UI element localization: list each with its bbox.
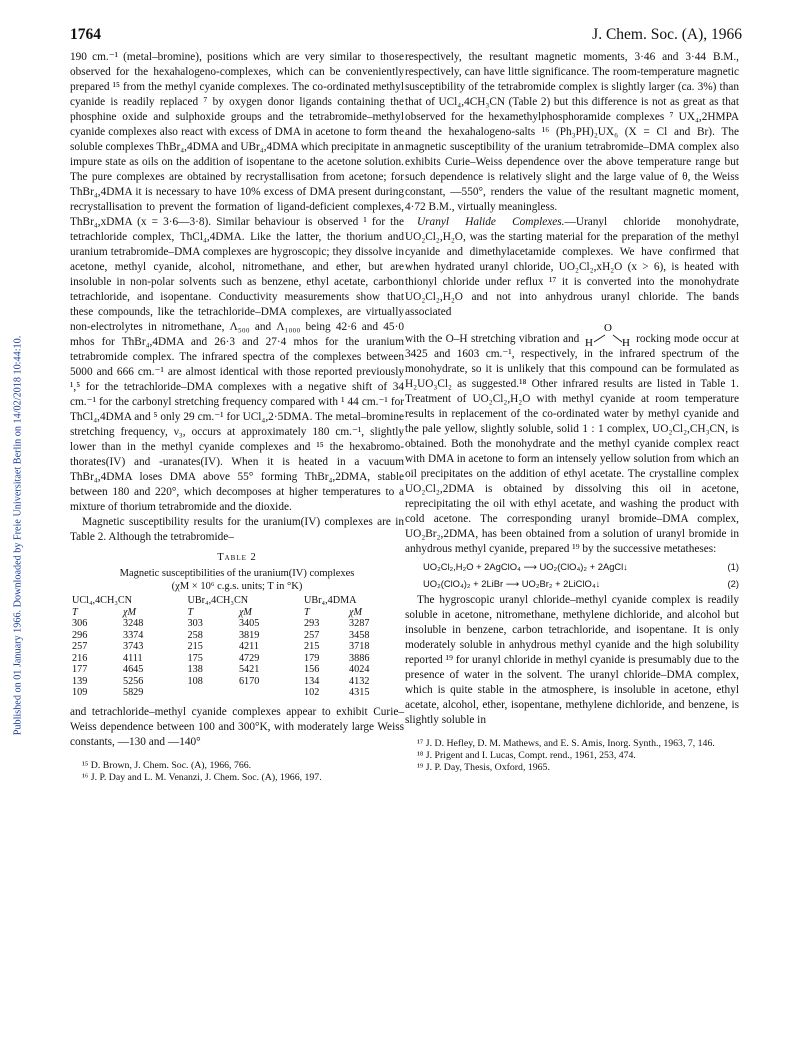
- equation-1: UO₂Cl₂,H₂O + 2AgClO₄ ⟶ UO₂(ClO₄)₂ + 2AgCl↓ (1): [423, 561, 739, 573]
- table-cell: 4645: [122, 664, 144, 675]
- right-paragraph-1: respectively, the resultant magnetic moments, 3·46 and 3·44 B.M., respectively, can have little significance. The room-temperature magnetic susceptibility of the tetrabromide complex is slightly larger (ca. 3%) than that of UCl₄,4CH₃CN (Table 2) but this difference is not as great as that observed for the hexamethylphosphoramide complexes ⁷ UX₄,2HMPA and the hexahalogeno-salts ¹⁶ (Ph₃PH)₂UX₆ (X = Cl and Br). The magnetic susceptibility of the uranium tetrabromide–DMA complex also exhibits Curie–Weiss dependence over the above temperature range but such dependence is relatively slight and the large value of θ, the Weiss constant, —550°, renders the value of the resultant magnetic moment, 4·72 B.M., virtually meaningless.: [405, 51, 739, 213]
- table-cell: 4024: [349, 664, 370, 675]
- table-row: [70, 618, 404, 630]
- figure-atom-h: H: [584, 337, 593, 349]
- left-column: [70, 50, 404, 784]
- journal-header: J. Chem. Soc. (A), 1966: [592, 26, 742, 43]
- table-cell: 303: [187, 618, 203, 629]
- table-units: (χM × 10⁶ c.g.s. units; T in °K): [171, 581, 303, 592]
- right-paragraph-4: The hygroscopic uranyl chloride–methyl cyanide complex is readily soluble in acetone, nitromethane, methylene dichloride, and alcohol but insoluble in benzene, carbon tetrachloride, and isopentane. It is only moderately soluble in anhydrous methyl cyanide and the high solubility reported ¹⁹ for uranyl chloride in methyl cyanide is presumably due to the presence of water in the solvent. The uranyl chloride–DMA complex, which is quite stable in the atmosphere, is insoluble in acetone, ethyl acetate, alcohol, ether, isopentane, methylene dichloride, and benzene, is slightly soluble in: [405, 594, 739, 727]
- col-header-chi: χM: [238, 606, 252, 618]
- table-cell: 306: [72, 618, 88, 629]
- right-column: [405, 50, 739, 774]
- table-cell: 102: [304, 687, 320, 698]
- footnote-17: ¹⁷ J. D. Hefley, D. M. Mathews, and E. S. Amis, Inorg. Synth., 1963, 7, 146.: [417, 738, 715, 750]
- right-paragraph-3a: with the O–H stretching vibration and: [405, 333, 580, 346]
- col-header-chi: χM: [349, 606, 362, 618]
- table-cell: 215: [187, 641, 203, 652]
- table-2: [70, 551, 404, 699]
- col-header-t: T: [72, 606, 78, 618]
- table-cell: 5829: [122, 687, 144, 698]
- table-body: [70, 618, 404, 699]
- group-header: UBr₄,4DMA: [304, 595, 357, 606]
- table-cell: 258: [187, 629, 203, 641]
- table-cell: [237, 687, 302, 699]
- table-row: [70, 641, 404, 653]
- table-cell: 156: [304, 664, 320, 675]
- table-cell: 3886: [349, 652, 370, 664]
- susceptibility-table: [70, 595, 404, 699]
- table-cell: 216: [72, 652, 88, 664]
- figure-atom-o: O: [603, 322, 612, 334]
- table-cell: 3819: [238, 629, 260, 641]
- footnote-18: ¹⁸ J. Prigent and I. Lucas, Compt. rend., 1961, 253, 474.: [417, 750, 636, 762]
- table-cell: 3718: [349, 641, 370, 652]
- table-cell: 296: [72, 629, 88, 641]
- group-header: UCl₄,4CH₃CN: [72, 595, 133, 606]
- table-row: [70, 687, 404, 699]
- col-header-t: T: [304, 606, 310, 618]
- table-cell: 134: [304, 675, 320, 687]
- table-row: [70, 653, 404, 665]
- table-cell: 3287: [349, 618, 370, 629]
- left-paragraph-3: and tetrachloride–methyl cyanide complexes appear to exhibit Curie–Weiss dependence between 100 and 300°K, with moderately large Weiss constants, —130 and —140°: [70, 705, 404, 748]
- table-cell: 5421: [238, 664, 260, 675]
- left-paragraph-2: Magnetic susceptibility results for the uranium(IV) complexes are in Table 2. Although the tetrabromide–: [70, 516, 404, 543]
- water-molecule-figure: [583, 322, 633, 349]
- table-cell: 3248: [122, 618, 144, 629]
- table-cell: [186, 687, 237, 699]
- table-cell: 4315: [349, 687, 370, 698]
- section-heading: Uranyl Halide Complexes.: [417, 216, 565, 228]
- table-cell: 4729: [238, 652, 260, 664]
- right-paragraph-3b: rocking mode occur at 3425 and 1603 cm.⁻¹, respectively, in the infrared spectrum of the monohydrate, so it is unlikely that this compound can be formulated as H₂UO₃Cl₂ as suggested.¹⁸ Other infrared results are listed in Table 1. Treatment of UO₂Cl₂,H₂O with methyl cyanide at room temperature results in replacement of the co-ordinated water by methyl cyanide and the pale yellow, slightly soluble, solid 1 : 1 complex, UO₂Cl₂,CH₃CN, is obtained. Both the monohydrate and the methyl cyanide complex react with DMA in acetone to form an intensely yellow solution from which an oil precipitates on the addition of ethyl acetate. The crystalline complex UO₂Cl₂,2DMA is obtained by dissolving this oil in acetone, reprecipitating the oil with ethyl acetate, and washing the product with cold acetone. The corresponding uranyl bromide–DMA complex, UO₂Br₂,2DMA, has been obtained from a solution of uranyl bromide in anhydrous methyl cyanide, prepared ¹⁹ by the successive metatheses:: [405, 333, 739, 556]
- col-header-t: T: [187, 606, 194, 618]
- table-cell: 215: [304, 641, 320, 652]
- table-cell: 257: [304, 629, 320, 641]
- table-cell: 3743: [122, 641, 144, 652]
- table-cell: 179: [304, 652, 320, 664]
- table-cell: 5256: [122, 675, 144, 687]
- page-number: 1764: [70, 26, 101, 43]
- right-paragraph-2: —Uranyl chloride monohydrate, UO₂Cl₂,H₂O, was the starting material for the preparation of the methyl cyanide and dimethylacetamide complexes. We have confirmed that when hydrated uranyl chloride, UO₂Cl₂,xH₂O (x > 6), is heated with thionyl chloride under reflux ¹⁷ it is converted into the monohydrate UO₂Cl₂,H₂O and not into anhydrous uranyl chloride. The bands associated: [405, 216, 739, 318]
- table-cell: 293: [304, 618, 320, 629]
- table-cell: 3458: [349, 629, 370, 641]
- table-cell: 4132: [349, 675, 370, 687]
- footnote-19: ¹⁹ J. P. Day, Thesis, Oxford, 1965.: [417, 762, 550, 774]
- equation-2: UO₂(ClO₄)₂ + 2LiBr ⟶ UO₂Br₂ + 2LiClO₄↓ (2): [423, 578, 739, 590]
- table-cell: 4111: [122, 652, 143, 664]
- figure-atom-h2: H: [621, 337, 630, 349]
- col-header-chi: χM: [122, 606, 136, 618]
- table-row: [70, 664, 404, 676]
- group-header: UBr₄,4CH₃CN: [187, 595, 249, 606]
- table-cell: 177: [72, 664, 88, 675]
- footnote-separator: [70, 756, 404, 757]
- footnote-16: ¹⁶ J. P. Day and L. M. Venanzi, J. Chem. Soc. (A), 1966, 197.: [82, 771, 322, 783]
- table-cell: 109: [72, 687, 88, 698]
- download-notice[interactable]: Published on 01 January 1966. Downloaded by Freie Universitaet Berlin on 14/02/2018 10:44:10.: [12, 335, 24, 736]
- table-cell: 175: [187, 652, 203, 664]
- table-row: [70, 630, 404, 642]
- table-cell: 3405: [238, 618, 260, 629]
- table-cell: 257: [72, 641, 88, 652]
- table-cell: 4211: [238, 641, 259, 652]
- table-cell: 108: [187, 675, 203, 687]
- table-cell: 138: [187, 664, 203, 675]
- footnote-separator: [405, 734, 739, 735]
- table-cell: 6170: [238, 675, 260, 687]
- table-caption: Magnetic susceptibilities of the uranium(IV) complexes: [119, 568, 355, 579]
- table-row: [70, 676, 404, 688]
- table-cell: 139: [72, 675, 88, 687]
- table-title: Table 2: [217, 552, 257, 563]
- left-paragraph-1: 190 cm.⁻¹ (metal–bromine), positions which are very similar to those observed for the hexahalogeno-complexes, which can be conveniently prepared ¹⁵ from the methyl cyanide complexes. The co-ordinated methyl cyanide is readily replaced ⁷ by oxygen donor ligands containing the phosphine oxide and sulphoxide groups and the tetrabromide–methyl cyanide complexes also react with excess of DMA in acetone to form the soluble complexes ThBr₄,4DMA and UBr₄,4DMA which precipitate in an impure state as oils on the addition of isopentane to the acetone solution. The pure complexes are obtained by recrystallisation from acetone; for ThBr₄,4DMA it is necessary to have 10% excess of DMA present during recrystallisation to prevent the formation of ligand-deficient complexes, ThBr₄,xDMA (x = 3·6—3·8). Similar behaviour is observed ¹ for the tetrachloride complex, ThCl₄,4DMA. Like the latter, the thorium and uranium tetrabromide–DMA complexes are hygroscopic; they dissolve in acetone, methyl cyanide, alcohol, nitromethane, and ether, but are insoluble in non-polar solvents such as benzene, ethyl acetate, carbon tetrachloride, and isopentane. Conductivity measurements show that these compounds, like the tetrachloride–DMA complexes, are virtually non-electrolytes in nitromethane, Λ₅₀₀ and Λ₁₀₀₀ being 42·6 and 45·0 mhos for ThBr₄,4DMA and 26·3 and 27·4 mhos for the uranium tetrabromide complex. The infrared spectra of the complexes between 5000 and 666 cm.⁻¹ are almost identical with those reported previously ¹,⁵ for the tetrachloride–DMA complexes with a negative shift of 34 cm.⁻¹ for the carbonyl stretching frequency compared with ¹ 44 cm.⁻¹ for ThCl₄,4DMA and ⁵ only 29 cm.⁻¹ for UCl₄,2·5DMA. The metal–bromine stretching frequency, ν₃, occurs at approximately 180 cm.⁻¹, slightly lower than in the methyl cyanide complexes and ¹⁵ the hexabromo-thorates(IV) and -uranates(IV). When it is heated in a vacuum ThBr₄,4DMA loses DMA above 55° forming ThBr₄,2DMA, stable between 180 and 220°, which decomposes at higher temperatures to a mixture of thorium tetrabromide and the dioxide.: [70, 51, 404, 513]
- footnote-15: ¹⁵ D. Brown, J. Chem. Soc. (A), 1966, 766.: [82, 759, 252, 771]
- table-cell: 3374: [122, 629, 144, 641]
